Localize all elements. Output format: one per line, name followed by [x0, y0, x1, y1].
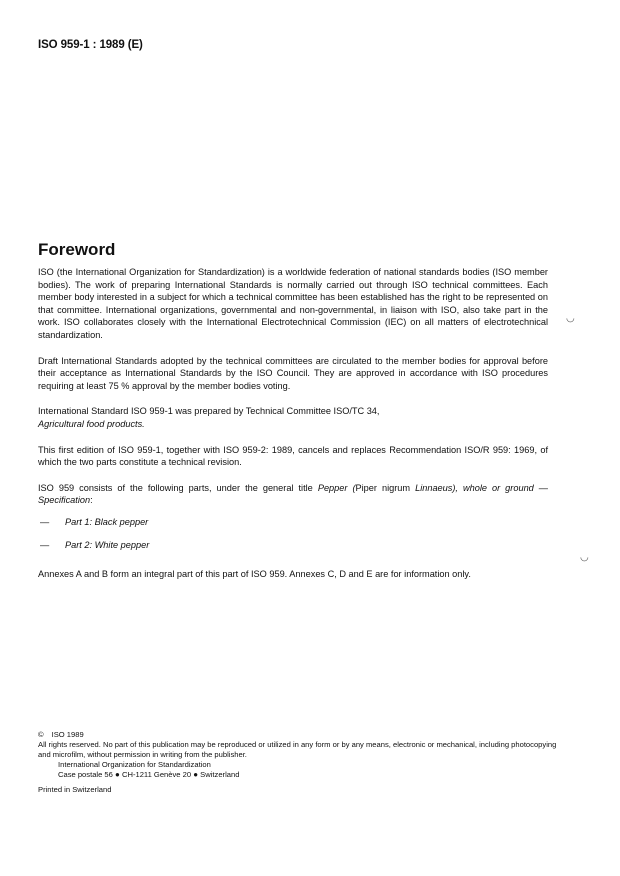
margin-mark: ◡	[580, 552, 589, 563]
prepared-by-text: International Standard ISO 959-1 was prepared by Technical Committee ISO/TC 34,	[38, 406, 380, 417]
general-title-a: Pepper (	[317, 482, 356, 493]
paragraph-draft-standards: Draft International Standards adopted by the technical committees are circulated to the member bodies for approval before their acceptance as International Standards by the ISO Council. They are approved in accordance with ISO procedures requiring at least 75 % approval by the member bodies voting.	[38, 355, 548, 391]
copyright-line	[38, 730, 558, 740]
address-country: Switzerland	[200, 770, 240, 779]
paragraph-iso-intro: ISO (the International Organization for Standardization) is a worldwide federation of national standards bodies (ISO member bodies). The work of preparing International Standards is normally carried out through ISO technical committees. Each member body interested in a subject for which a technical committee has been established has the right to be represented on that committee. International organizations, governmental and non-governmental, in liaison with ISO, also take part in the work. ISO collaborates closely with the International Electrotechnical Commission (IEC) on all matters of electrotechnical standardization.	[38, 267, 548, 340]
parts-intro-text: ISO 959 consists of the following parts, under the general title	[38, 482, 313, 493]
publisher-name: International Organization for Standardization	[58, 760, 211, 769]
paragraph-annexes: Annexes A and B form an integral part of this part of ISO 959. Annexes C, D and E are for information only.	[38, 569, 471, 580]
paragraph-parts-intro	[38, 482, 548, 507]
list-item	[38, 539, 548, 552]
bullet-separator: ●	[193, 770, 199, 779]
list-dash: —	[40, 516, 50, 527]
address-city: CH-1211 Genève 20	[121, 770, 192, 779]
committee-title: Agricultural food products.	[38, 418, 145, 429]
general-title-b: Linnaeus), whole or ground — Specification	[38, 482, 548, 506]
publisher-address	[38, 770, 558, 780]
copyright-block	[38, 730, 558, 795]
rights-statement: All rights reserved. No part of this publication may be reproduced or utilized in any form or by any means, electronic or mechanical, including photocopying and microfilm, without permission in writing from the publisher.	[38, 740, 557, 759]
part-2-label: Part 2: White pepper	[65, 539, 150, 550]
address-postbox: Case postale 56	[58, 770, 113, 779]
paragraph-prepared-by	[38, 405, 548, 430]
general-title-colon: :	[90, 495, 93, 506]
bullet-separator: ●	[115, 770, 120, 779]
copyright-year: ISO 1989	[51, 730, 84, 739]
printed-in: Printed in Switzerland	[38, 785, 112, 794]
general-title-species: Piper nigrum	[355, 482, 411, 493]
copyright-symbol: ©	[38, 730, 44, 739]
paragraph-edition: This first edition of ISO 959-1, together with ISO 959-2: 1989, cancels and replaces Recommendation ISO/R 959: 1969, of which the two parts constitute a technical revision.	[38, 444, 548, 468]
margin-mark: ◡	[566, 313, 575, 324]
document-header: ISO 959-1 : 1989 (E)	[38, 39, 143, 51]
list-dash: —	[40, 539, 50, 550]
list-item	[38, 516, 548, 529]
foreword-body	[38, 266, 548, 594]
page-title: Foreword	[38, 240, 116, 259]
part-1-label: Part 1: Black pepper	[65, 516, 149, 527]
